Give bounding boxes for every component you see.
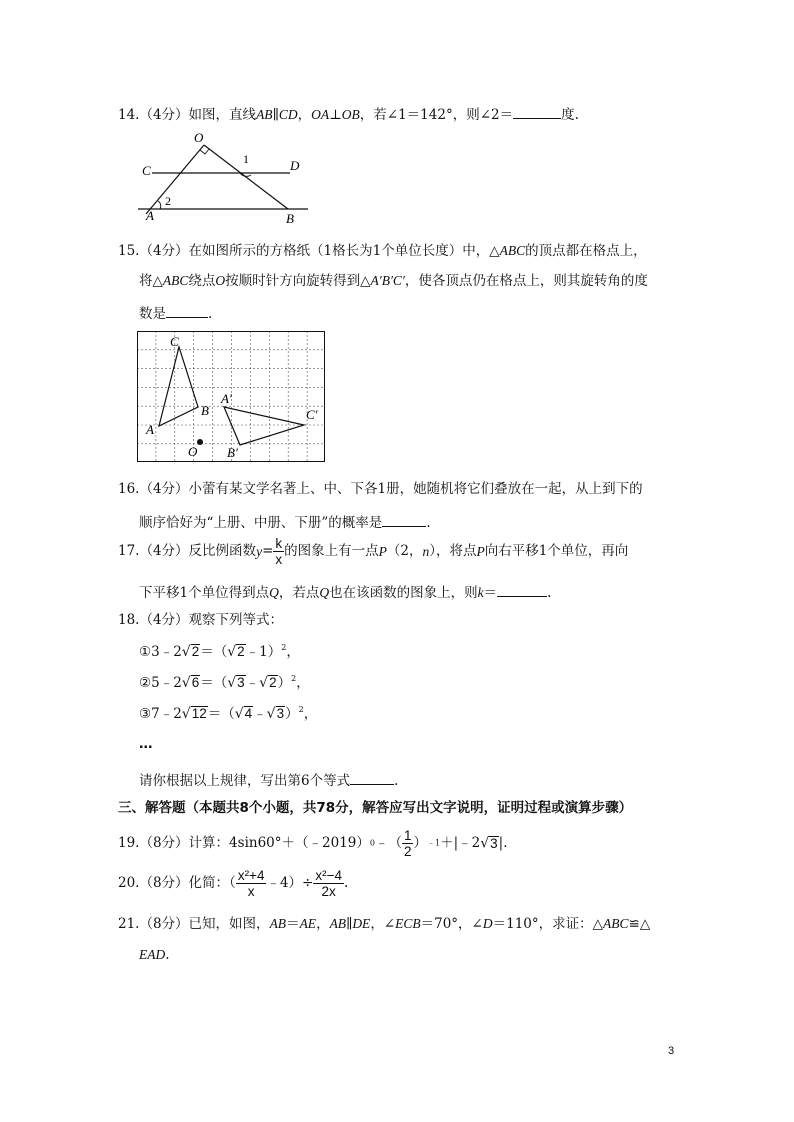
q14-prefix: 14.（4分）如图，直线: [118, 107, 257, 123]
eq1-c: ﹣1）: [245, 644, 282, 660]
eq1-rad2: 2: [237, 644, 245, 659]
q15-abc: ABC: [499, 243, 526, 258]
q14-text: [118, 105, 579, 123]
q17-end: .: [547, 585, 552, 601]
q17-l2a: 下平移1个单位得到点: [139, 585, 270, 601]
q20-n2: x²−4: [315, 868, 342, 883]
q18-dots-text: …: [139, 736, 153, 752]
q16-l2: 顺序恰好为“上册、中册、下册”的概率是: [139, 515, 383, 531]
q21-l1a: 21.（8分）已知，如图，: [118, 916, 270, 932]
q15-l2d: ，使各顶点仍在格点上，则其旋转角的度: [404, 273, 648, 289]
sqrt-sign: √: [227, 644, 237, 660]
eq1-comma: ，: [286, 644, 300, 660]
q17-l2b: ，若点: [278, 585, 320, 601]
q21-eq: ＝: [286, 916, 300, 932]
q17-k: k: [275, 536, 283, 551]
label-o: O: [188, 444, 198, 459]
q21-parallel: ∥: [346, 916, 353, 932]
q14-ob: OB: [341, 107, 360, 122]
q15-l2b: 绕点: [188, 273, 216, 289]
q18-eq3: [139, 706, 317, 722]
eq3-rad3: 3: [276, 706, 285, 721]
q18-eq2: [139, 675, 310, 691]
q16-l1: 16.（4分）小蕾有某文学名著上、中、下各1册，她随机将它们叠放在一起，从上到下的: [118, 481, 643, 497]
angle2-arc: [158, 201, 161, 209]
q17-p: P: [378, 543, 387, 559]
q15-l2a: 将△: [139, 273, 163, 289]
q19-b: ﹣（: [374, 834, 402, 851]
q21-comma: ，: [316, 916, 330, 932]
q21-d: D: [482, 916, 493, 931]
q19-fn: 1: [403, 828, 412, 843]
q15-o: O: [215, 273, 226, 288]
q18-answer-blank: [350, 771, 394, 785]
q16-answer-blank: [382, 513, 426, 527]
q16-line2: [139, 513, 431, 531]
q17-fraction: [273, 536, 284, 567]
eq2-comma: ，: [296, 675, 310, 691]
eq3-a: ③7﹣2: [139, 706, 182, 722]
sqrt-sign: √: [227, 675, 237, 691]
sqrt-sign: √: [234, 706, 244, 722]
q20-a: 20.（8分）化简：（: [118, 874, 236, 891]
page-number-text: 3: [668, 1045, 675, 1057]
q15-abc2: ABC: [162, 273, 189, 288]
eq3-d: ）: [285, 706, 299, 722]
q14-unit: 度.: [561, 107, 579, 123]
q18-eq1: [139, 644, 300, 660]
q15-grid-figure: [137, 331, 327, 463]
eq2-a: ②5﹣2: [139, 675, 182, 691]
q18-dots: [139, 738, 153, 752]
q15-line1: [118, 244, 647, 259]
label-a1: A′: [221, 391, 232, 406]
section-3-heading: [118, 802, 632, 816]
q21-de: DE: [352, 916, 371, 931]
q20-n1: x²+4: [237, 868, 265, 883]
q15-l1b: 的顶点都在格点上，: [525, 243, 647, 259]
q15-answer-blank: [166, 304, 208, 318]
q17-answer-blank: [497, 583, 547, 597]
q17-p2: P: [476, 543, 485, 559]
eq2-d: ）: [277, 675, 292, 691]
q21-l1b: ，∠: [370, 916, 396, 932]
label-c: C: [142, 163, 151, 178]
eq1-sq: 2: [281, 643, 287, 652]
q20-fraction2: [313, 868, 344, 899]
q21-ab: AB: [269, 916, 287, 931]
eq3-rad: 12: [191, 706, 207, 721]
eq1-a: ①3﹣2: [139, 644, 182, 660]
q14-parallel: ∥: [272, 107, 279, 123]
q15-line2: [139, 274, 648, 289]
section-3-text: 三、解答题（本题共8个小题，共78分，解答应写出文字说明，证明过程或演算步骤）: [118, 800, 633, 816]
eq3-comma: ，: [303, 706, 318, 722]
q19-fraction: [402, 828, 414, 859]
q18-end: .: [394, 773, 399, 789]
eq1-rad: 2: [191, 644, 200, 659]
q14-figure: [130, 130, 320, 225]
label-angle1: 1: [243, 152, 249, 166]
q17-line2: [139, 583, 551, 601]
eq2-sq: 2: [291, 674, 297, 683]
q19-c: ）: [413, 834, 427, 851]
q14-perp: ⊥: [329, 107, 342, 123]
q21-abc: ABC: [603, 916, 629, 931]
page-number: [668, 1046, 674, 1057]
q17-line1: [118, 536, 628, 567]
eq3-b: ＝（: [207, 706, 235, 722]
q18-title-text: 18.（4分）观察下列等式：: [118, 612, 284, 628]
q17-y: y: [256, 543, 263, 559]
q17-eq: =: [262, 542, 274, 559]
q19-text: [118, 828, 508, 859]
q20-c: .: [344, 874, 349, 891]
eq2-rad: 6: [191, 675, 200, 690]
q17-l1d: ），将点: [429, 542, 477, 559]
q19-e: |.: [498, 834, 508, 851]
q17-x: x: [275, 552, 283, 567]
q21-ead: EAD: [139, 947, 166, 962]
q18-ask: [139, 771, 398, 789]
q14-answer-blank: [513, 105, 561, 119]
q17-n: n: [422, 543, 430, 559]
sqrt-sign: √: [181, 675, 191, 691]
q21-cong: ≌△: [628, 916, 651, 932]
q19-rad: 3: [490, 836, 498, 851]
q18-ask-text: 请你根据以上规律，写出第6个等式: [139, 773, 351, 789]
label-b: B: [286, 211, 294, 225]
q16-end: .: [426, 515, 431, 531]
q15-prime: A′B′C′: [370, 273, 405, 288]
q17-q2: Q: [319, 585, 330, 600]
q14-comma: ，: [297, 107, 312, 123]
q15-l2c: 按顺时针方向旋转得到△: [225, 273, 371, 289]
q15-l3: 数是: [139, 306, 166, 322]
label-a: A: [146, 422, 154, 437]
q19-zero: 0: [369, 838, 375, 848]
q21-line1: [118, 917, 650, 932]
q14-condition: ，若∠1＝142°，则∠2＝: [359, 107, 514, 123]
q19-fd: 2: [403, 844, 412, 859]
label-b: B: [201, 403, 209, 418]
eq3-c: ﹣: [253, 706, 267, 722]
q17-kk: k: [477, 585, 484, 600]
q19-neg1: ﹣1: [426, 838, 441, 848]
q21-l2end: .: [165, 947, 170, 963]
q14-ab: AB: [256, 107, 273, 122]
q14-cd: CD: [278, 107, 298, 122]
eq3-rad2: 4: [244, 706, 253, 721]
eq1-b: ＝（: [200, 644, 228, 660]
q20-text: [118, 868, 348, 899]
q17-l2c: 也在该函数的图象上，则: [329, 585, 478, 601]
sqrt-sign: √: [181, 706, 191, 722]
sqrt-sign: √: [480, 835, 490, 852]
line-oa: [146, 145, 204, 214]
q21-ecb: ECB: [395, 916, 421, 931]
q20-d2: 2x: [321, 884, 336, 899]
q18-title: [118, 614, 283, 628]
eq2-rad2: 3: [237, 675, 245, 690]
q17-l2d: ＝: [483, 585, 498, 601]
q19-a: 19.（8分）计算：4sin60°＋（﹣2019）: [118, 834, 370, 851]
label-b1: B′: [227, 445, 238, 460]
label-angle2: 2: [165, 194, 171, 208]
q21-line2: [139, 948, 170, 963]
label-c1: C′: [306, 407, 318, 422]
q17-l1e: 向右平移1个单位，再向: [484, 542, 629, 559]
eq2-rad3: 2: [269, 675, 277, 690]
q21-l1c: ＝70°，∠: [420, 916, 483, 932]
q20-fraction1: [236, 868, 267, 899]
q21-ab2: AB: [329, 916, 347, 931]
label-d: D: [290, 158, 300, 173]
point-o: [197, 439, 203, 445]
q19-d: ＋|﹣2: [440, 834, 481, 851]
q17-l1b: 的图象上有一点: [284, 542, 379, 559]
label-o: O: [194, 130, 204, 145]
q16-line1: [118, 483, 643, 497]
q20-d1: x: [247, 884, 255, 899]
q21-l1d: ＝110°，求证：△: [492, 916, 604, 932]
eq3-sq: 2: [298, 705, 304, 714]
triangle-abc: [159, 347, 198, 426]
sqrt-sign: √: [181, 644, 191, 660]
q15-l1a: 15.（4分）在如图所示的方格纸（1格长为1个单位长度）中，△: [118, 243, 500, 259]
q17-l1a: 17.（4分）反比例函数: [118, 542, 257, 559]
sqrt-sign: √: [266, 706, 276, 722]
label-a: A: [146, 208, 154, 223]
triangle-a1b1c1: [224, 407, 304, 445]
q20-b: ﹣4）÷: [266, 874, 314, 891]
sqrt-sign: √: [259, 675, 269, 691]
q21-ae: AE: [299, 916, 317, 931]
q17-q: Q: [269, 585, 279, 600]
q17-l1c: （2，: [386, 542, 423, 559]
q15-line3: [139, 304, 212, 322]
right-angle-mark: [200, 149, 209, 154]
q15-l3end: .: [208, 306, 213, 322]
q14-oa: OA: [311, 107, 330, 122]
eq2-b: ＝（: [200, 675, 228, 691]
eq2-c: ﹣: [245, 675, 260, 691]
label-c: C: [170, 334, 179, 349]
